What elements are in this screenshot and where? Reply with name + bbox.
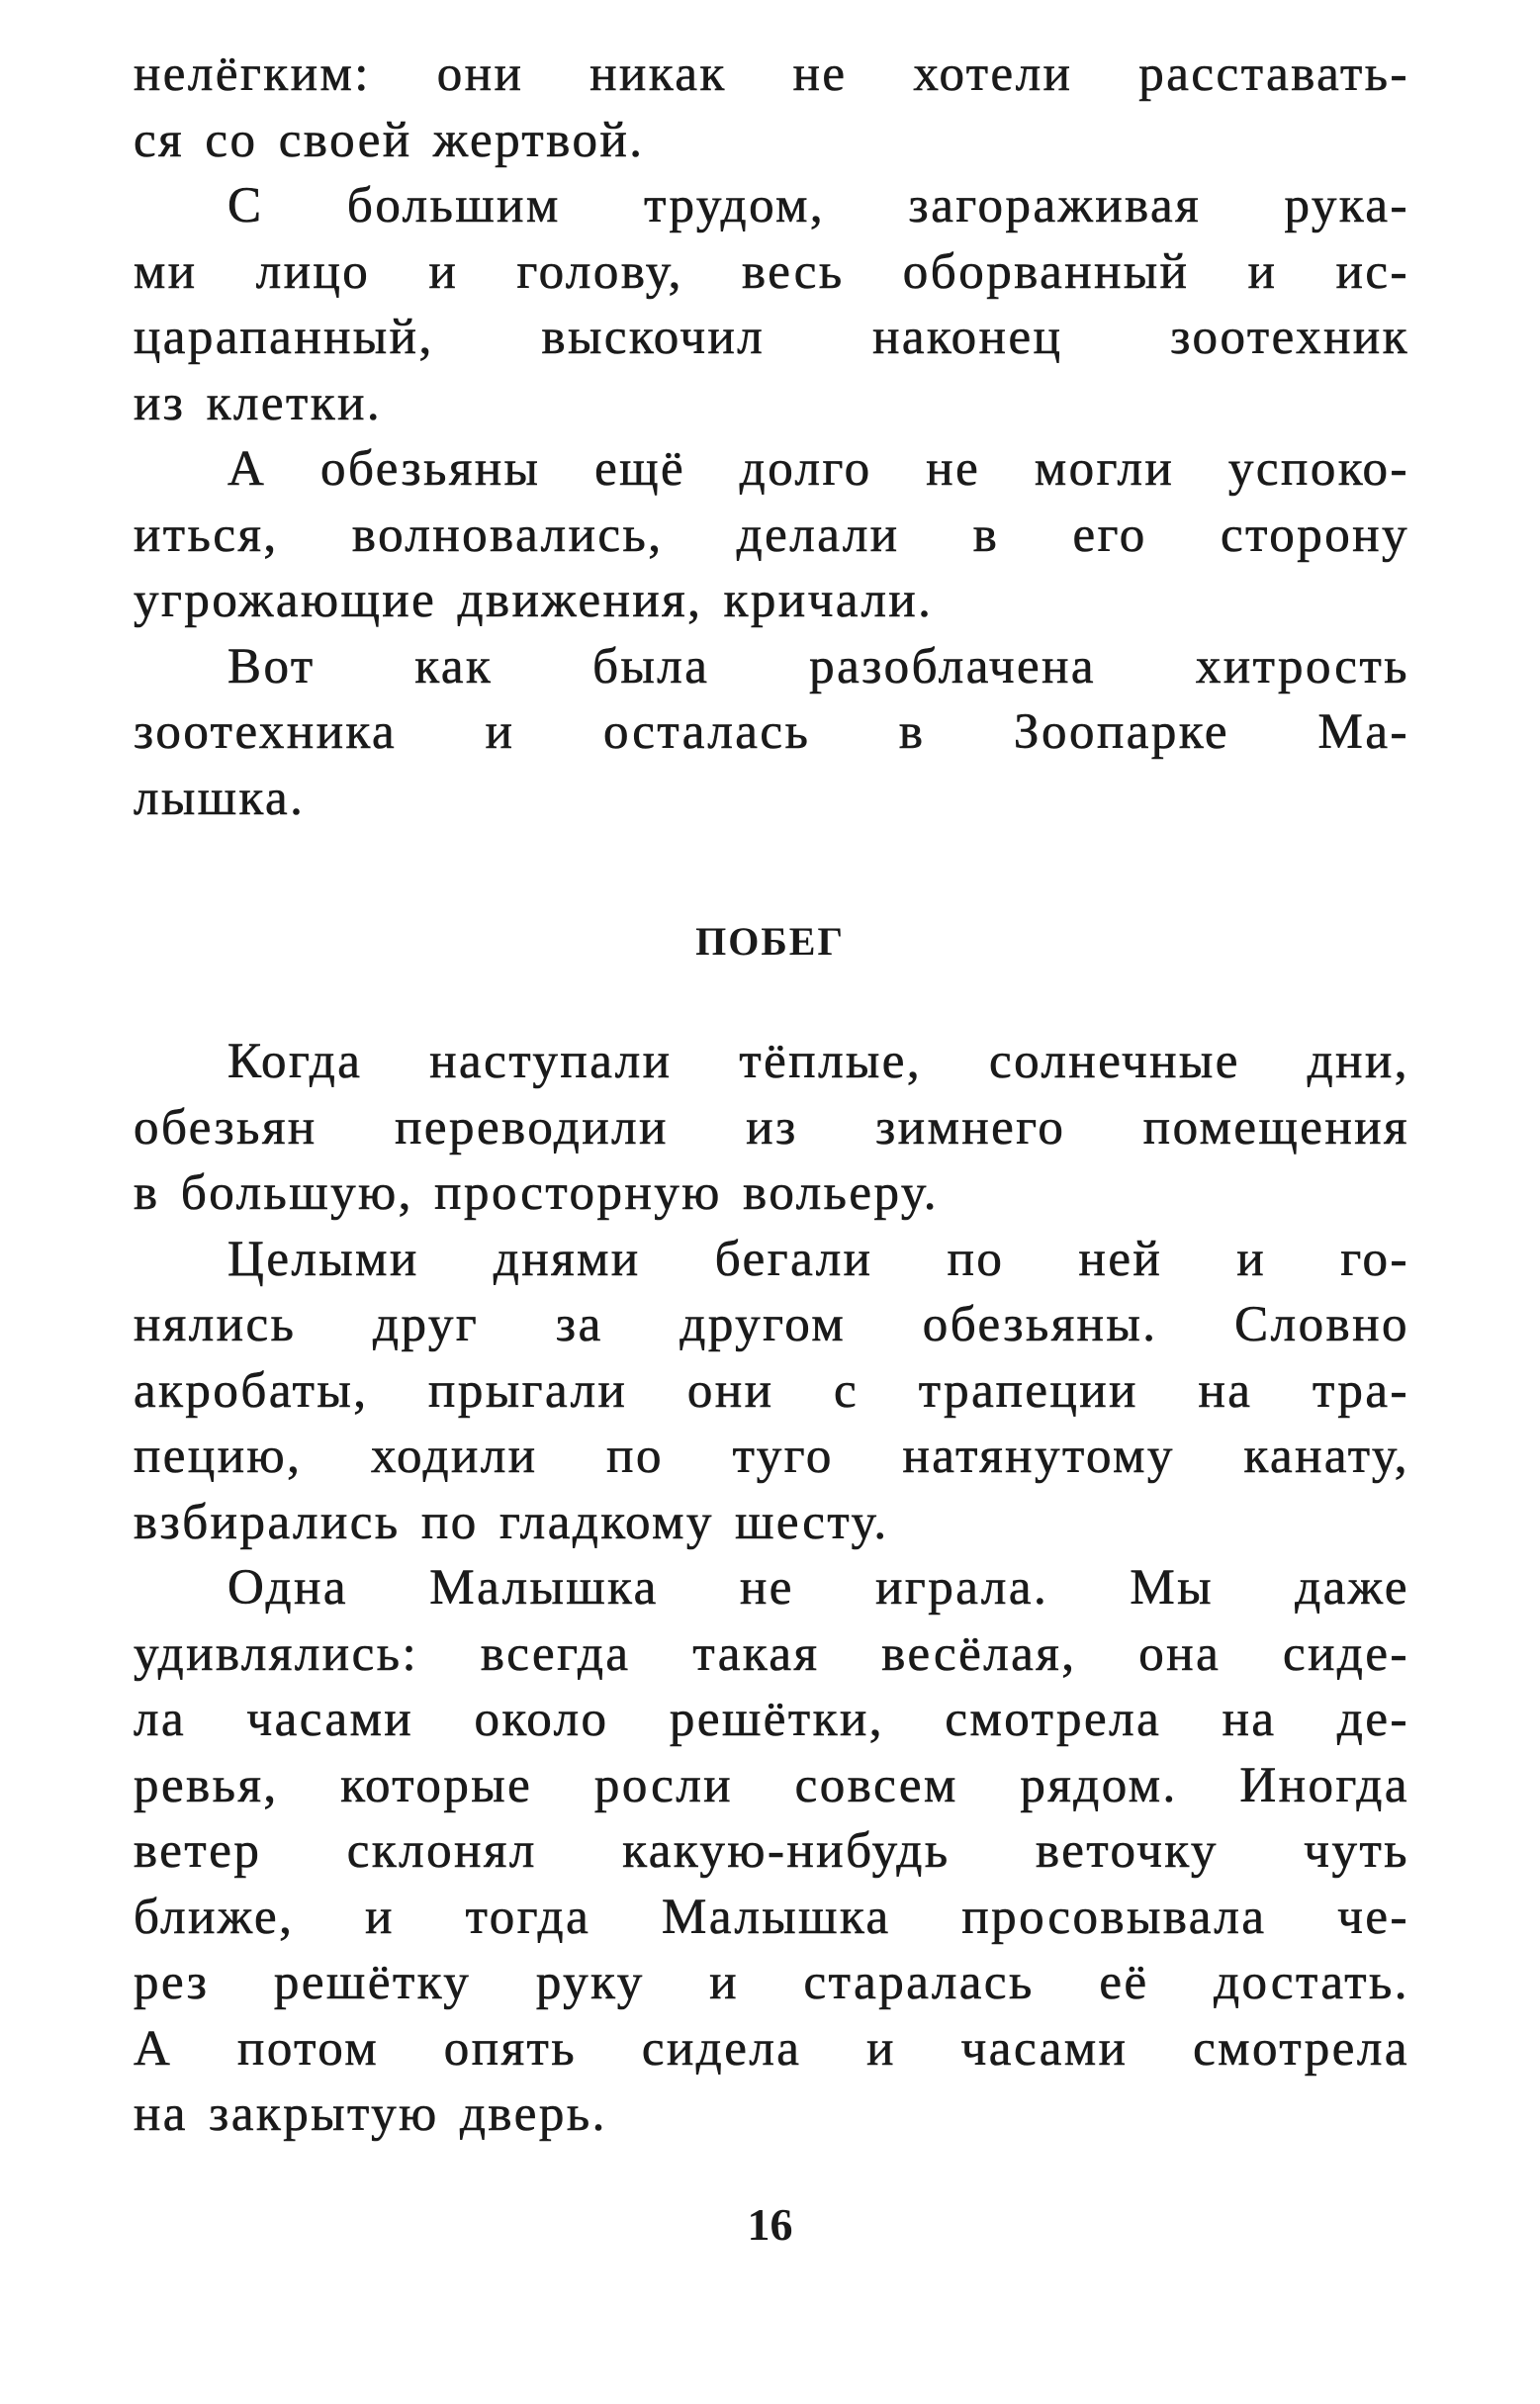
text-line: ревья, которые росли совсем рядом. Иногда [134,1757,1409,1813]
text-line: акробаты, прыгали они с трапеции на тра- [134,1362,1409,1419]
paragraph [134,634,1409,832]
text-block-after-heading [134,1029,1409,2148]
chapter-heading: ПОБЕГ [695,919,845,964]
text-line: иться, волновались, делали в его сторону [134,507,1409,563]
page-number: 16 [747,2199,793,2250]
text-line: ми лицо и голову, весь оборванный и ис- [134,243,1409,300]
paragraph [134,436,1409,634]
text-line: нелёгким: они никак не хотели расставать- [134,46,1409,102]
text-line: из клетки. [134,375,383,431]
paragraph [134,1555,1409,2148]
text-line: ветер склонял какую-нибудь веточку чуть [134,1823,1409,1879]
text-line: нялись друг за другом обезьяны. Словно [134,1297,1409,1352]
text-line: Вот как была разоблачена хитрость [227,638,1409,694]
text-line: в большую, просторную вольеру. [134,1165,940,1221]
text-line: Когда наступали тёплые, солнечные дни, [227,1034,1409,1089]
paragraph [134,1029,1409,1227]
paragraph [134,1227,1409,1556]
text-line: царапанный, выскочил наконец зоотехник [134,310,1409,365]
text-line: лышка. [134,770,306,826]
text-line: зоотехника и осталась в Зоопарке Ма- [134,704,1409,760]
text-line: на закрытую дверь. [134,2086,607,2142]
text-line: А обезьяны ещё долго не могли успоко- [227,441,1409,497]
text-block-before-heading [134,42,1409,831]
text-line: обезьян переводили из зимнего помещения [134,1099,1409,1156]
text-line: взбирались по гладкому шесту. [134,1494,889,1550]
text-line: С большим трудом, загораживая рука- [227,178,1409,233]
text-line: пецию, ходили по туго натянутому канату, [134,1429,1409,1484]
text-line: Одна Малышка не играла. Мы даже [227,1560,1409,1616]
text-line: удивлялись: всегда такая весёлая, она сиде- [134,1625,1409,1682]
text-line: А потом опять сидела и часами смотрела [134,2020,1409,2077]
text-line: ближе, и тогда Малышка просовывала че- [134,1889,1409,1945]
paragraph [134,173,1409,436]
text-line: рез решётку руку и старалась её достать. [134,1955,1409,2010]
paragraph [134,42,1409,173]
text-line: угрожающие движения, кричали. [134,573,934,628]
text-line: ла часами около решётки, смотрела на де- [134,1692,1409,1747]
text-line: Целыми днями бегали по ней и го- [227,1231,1409,1287]
text-line: ся со своей жертвой. [134,112,645,168]
